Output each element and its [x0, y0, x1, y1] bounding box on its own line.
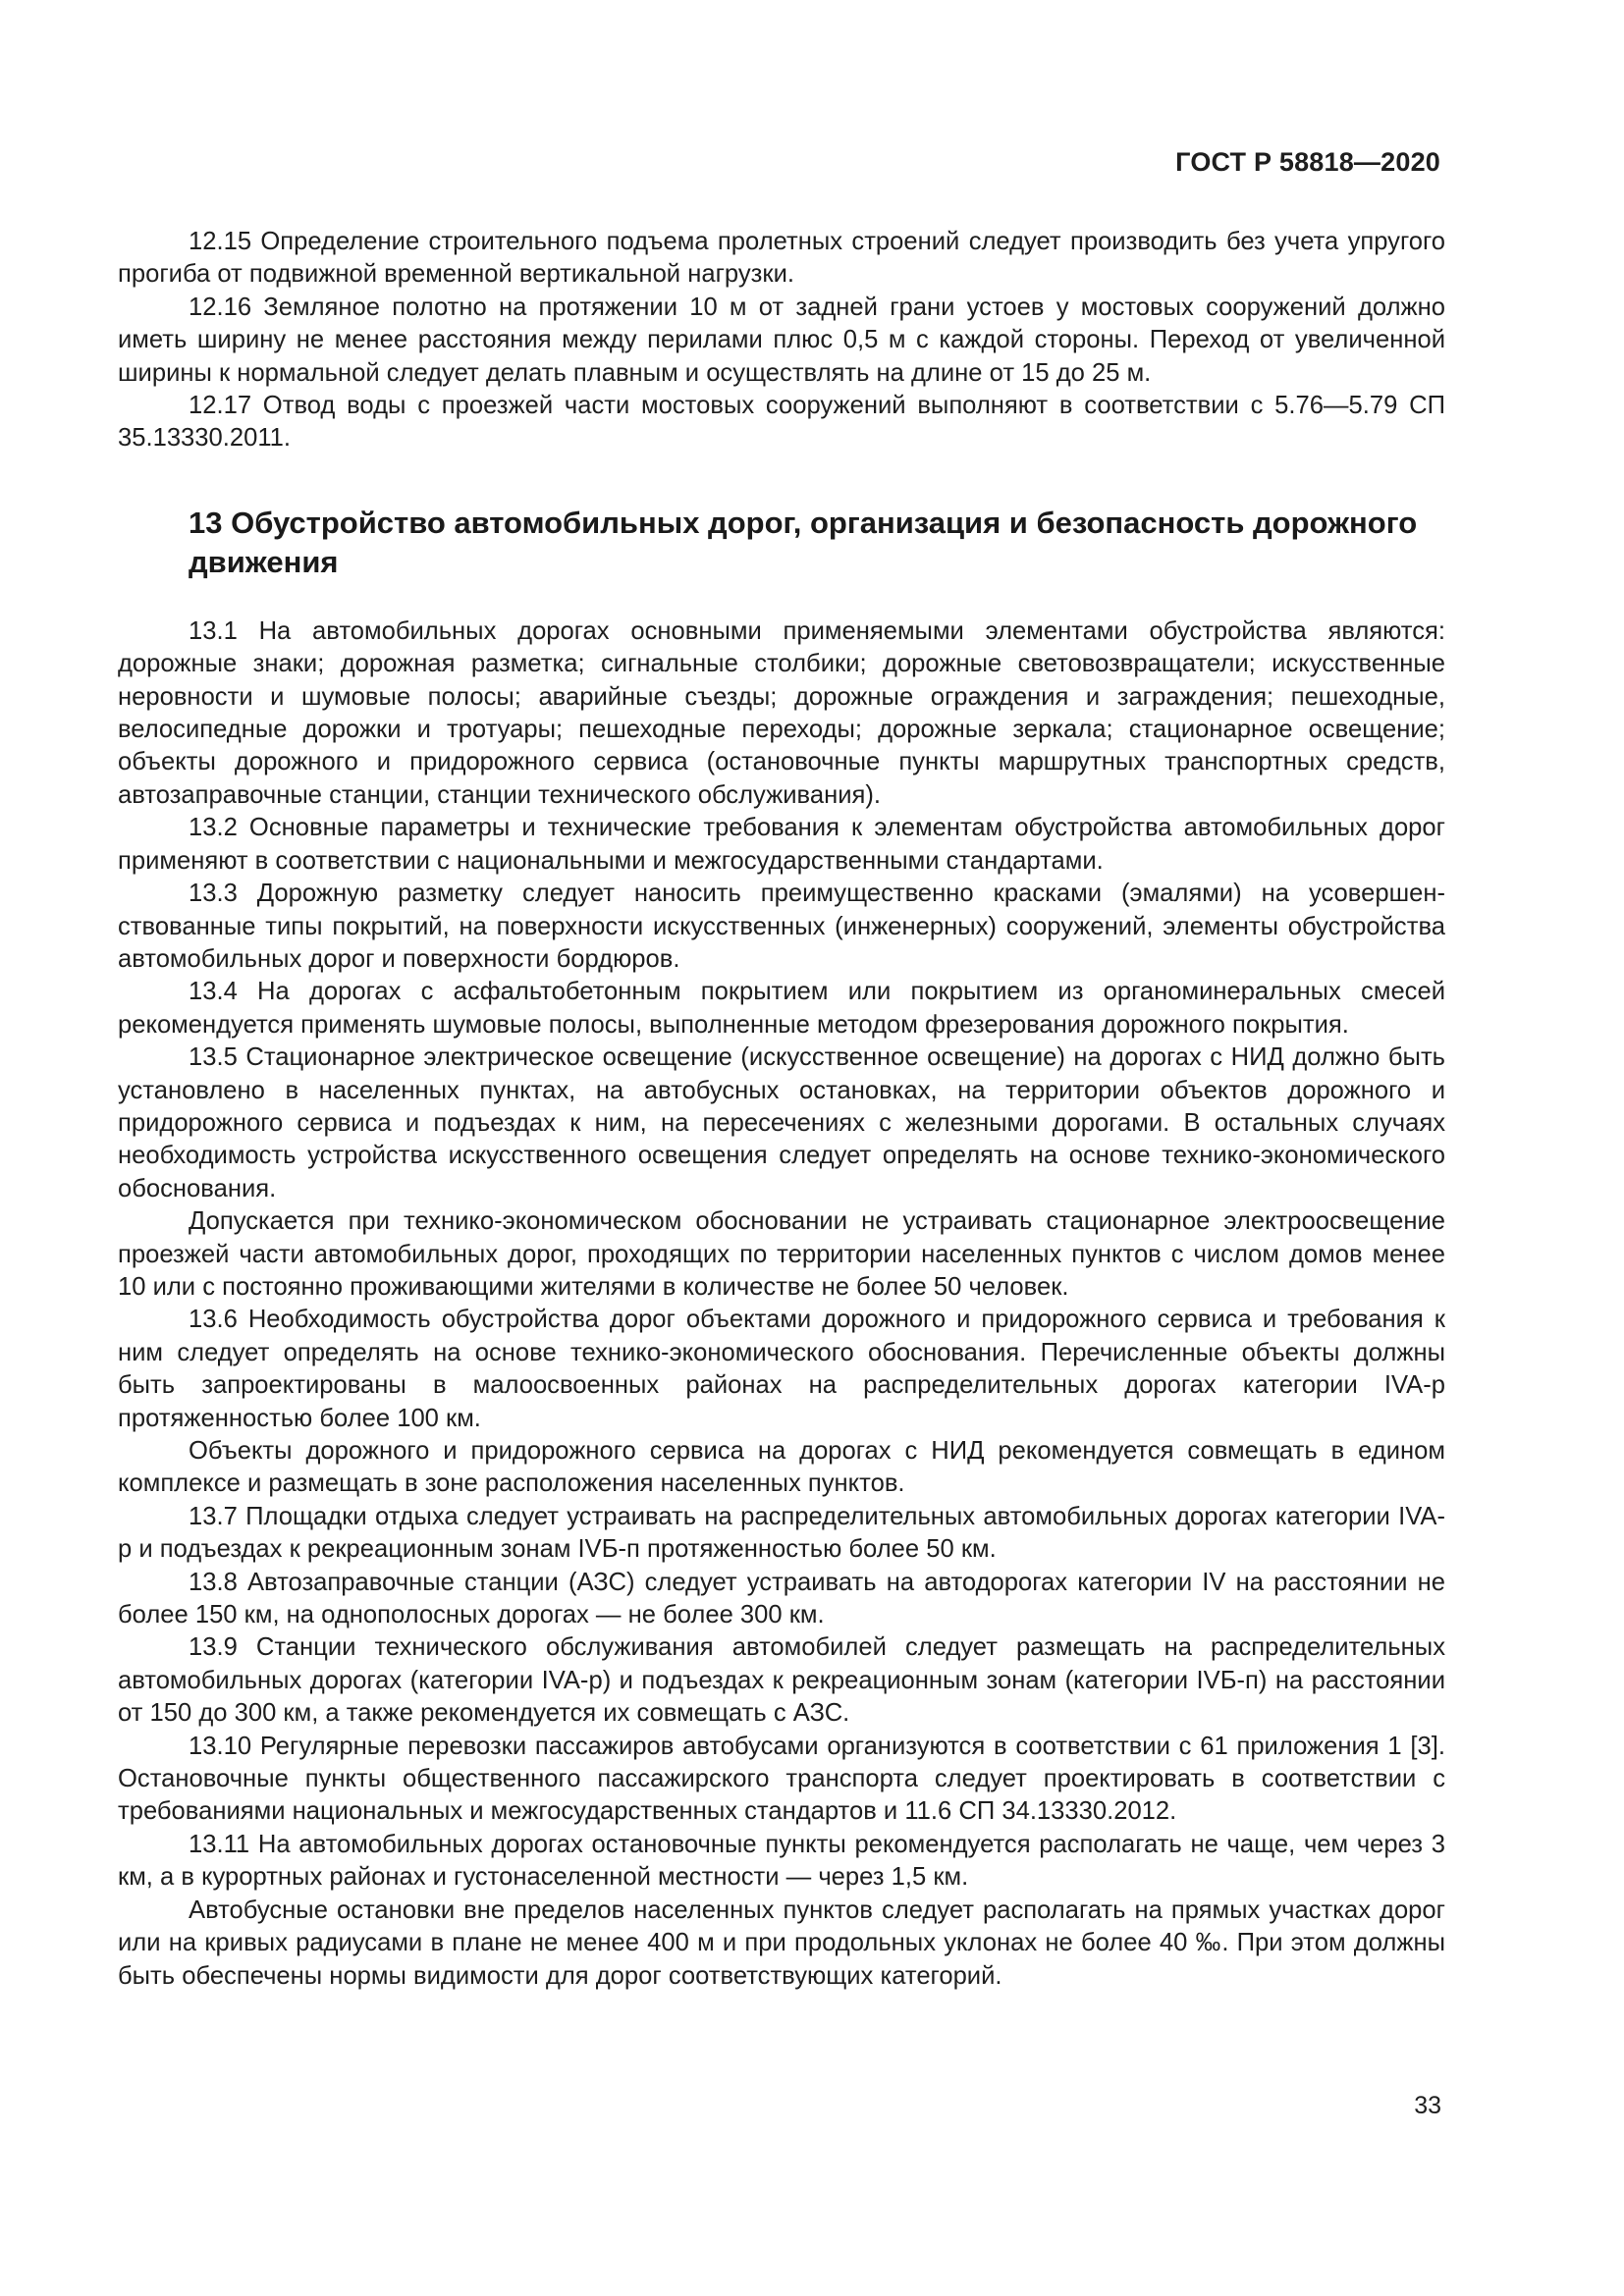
page-content	[118, 226, 1445, 1993]
paragraph-13-11-note: Автобусные остановки вне пределов населенных пунктов следует располагать на прямых участках дорог или на кривых радиусами в плане не менее 400 м и при продольных уклонах не более 40 ‰. При этом должны быть обеспечены нормы видимости для дорог соответствующих категорий.	[118, 1896, 1445, 1990]
paragraph-13-5-note: Допускается при технико-экономическом обосновании не устраивать стационарное электроосвещение проезжей части автомобильных дорог, проходящих по территории населенных пунктов с числом домов менее 10 или с постоянно проживающими жителями в количестве не более 50 человек.	[118, 1207, 1445, 1301]
paragraph-13-2: 13.2 Основные параметры и технические требования к элементам обустройства автомобильных дорог применяют в соответствии с национальными и межгосударственными стандартами.	[118, 814, 1445, 875]
page-number: 33	[1414, 2092, 1441, 2119]
paragraph-13-10: 13.10 Регулярные перевозки пассажиров автобусами организуются в соответствии с 61 приложения 1 [3]. Остановочные пункты общественного пассажирского транспорта следует проектировать в соответствии с требованиями национальных и межгосударственных стандартов и 11.6 СП 34.13330.2012.	[118, 1732, 1445, 1826]
paragraph-12-17: 12.17 Отвод воды с проезжей части мостовых сооружений выполняют в соответствии с 5.76—5.79 СП 35.13330.2011.	[118, 392, 1445, 453]
paragraph-13-9: 13.9 Станции технического обслуживания автомобилей следует размещать на распределительных автомобильных дорогах (категории IVA-р) и подъездах к рекреационным зонам (категории IVБ-п) на расстоянии от 150 до 300 км, а также рекомендуется их совмещать с АЗС.	[118, 1633, 1445, 1728]
paragraph-13-6-note: Объекты дорожного и придорожного сервиса на дорогах с НИД рекомендуется совмещать в едином комплексе и размещать в зоне расположения населенных пунктов.	[118, 1437, 1445, 1498]
paragraph-13-6: 13.6 Необходимость обустройства дорог объектами дорожного и придорожного сервиса и требования к ним следует определять на основе технико-экономического обоснования. Перечисленные объекты должны быть запроектированы в малоосвоенных районах на распределительных дорогах категории IVA-р протяженностью более 100 км.	[118, 1306, 1445, 1432]
paragraph-13-8: 13.8 Автозаправочные станции (АЗС) следует устраивать на автодорогах категории IV на расстоянии не более 150 км, на однополосных дорогах — не более 300 км.	[118, 1568, 1445, 1629]
paragraph-12-16: 12.16 Земляное полотно на протяжении 10 м от задней грани устоев у мостовых сооружений должно иметь ширину не менее расстояния между перилами плюс 0,5 м с каждой стороны. Переход от увеличенной ширины к нормальной следует делать плавным и осуществлять на длине от 15 до 25 м.	[118, 293, 1445, 387]
paragraph-13-7: 13.7 Площадки отдыха следует устраивать на распределительных автомобильных дорогах категории IVA-р и подъездах к рекреационным зонам IVБ-п протяженностью более 50 км.	[118, 1502, 1445, 1564]
section-heading-13: 13 Обустройство автомобильных дорог, организация и безопасность дорожного движения	[189, 505, 1418, 579]
paragraph-13-3: 13.3 Дорожную разметку следует наносить преимущественно красками (эмалями) на усовершенствованные типы покрытий, на поверхности искусственных (инженерных) сооружений, элементы обустройства автомобильных дорог и поверхности бордюров.	[118, 880, 1445, 973]
paragraph-13-1: 13.1 На автомобильных дорогах основными применяемыми элементами обустройства являются: дорожные знаки; дорожная разметка; сигнальные столбики; дорожные световозвращатели; искусственные неровности и шумовые полосы; аварийные съезды; дорожные ограждения и заграждения; пешеходные, велосипедные дорожки и тротуары; пешеходные переходы; дорожные зеркала; стационарное освещение; объекты дорожного и придорожного сервиса (остановочные пункты маршрутных транспортных средств, автозаправочные станции, станции технического обслуживания).	[118, 616, 1445, 809]
paragraph-13-4: 13.4 На дорогах с асфальтобетонным покрытием или покрытием из органоминеральных смесей рекомендуется применять шумовые полосы, выполненные методом фрезерования дорожного покрытия.	[118, 978, 1445, 1039]
paragraph-13-11: 13.11 На автомобильных дорогах остановочные пункты рекомендуется располагать не чаще, чем через 3 км, а в курортных районах и густонаселенной местности — через 1,5 км.	[118, 1830, 1445, 1892]
document-code-header: ГОСТ Р 58818—2020	[1175, 147, 1440, 177]
paragraph-12-15: 12.15 Определение строительного подъема пролетных строений следует производить без учета упругого прогиба от подвижной временной вертикальной нагрузки.	[118, 228, 1445, 289]
paragraph-13-5: 13.5 Стационарное электрическое освещение (искусственное освещение) на дорогах с НИД должно быть установлено в населенных пунктах, на автобусных остановках, на территории объектов дорожного и придорожного сервиса и подъездах к ним, на пересечениях с железными дорогами. В остальных случаях необходимость устройства искусственного освещения следует определять на основе технико-экономического обоснования.	[118, 1043, 1445, 1202]
